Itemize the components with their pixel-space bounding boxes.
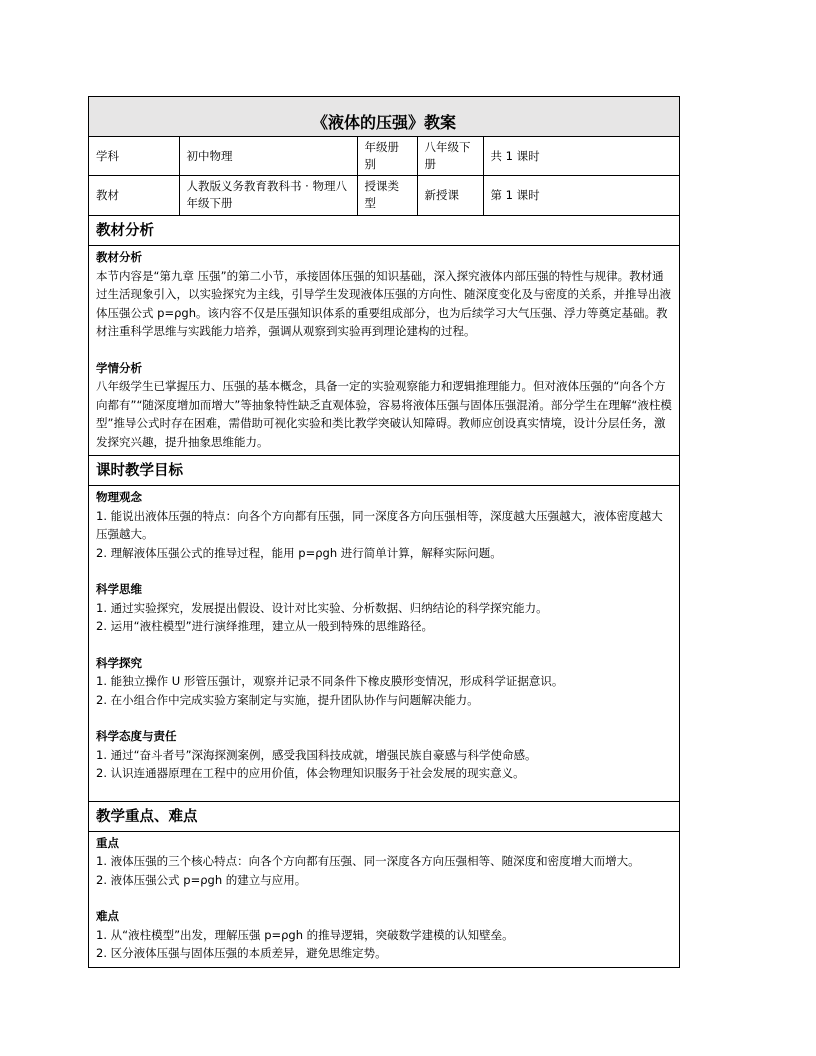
subheading-physics-concept: 物理观念: [96, 490, 142, 504]
list-item: 1. 通过实验探究，发展提出假设、设计对比实验、分析数据、归纳结论的科学探究能力。: [96, 600, 548, 615]
list-item: 1. 能说出液体压强的特点：向各个方向都有压强，同一深度各方向压强相等，深度越大压强越大，液体密度越大压强越大。: [96, 508, 663, 541]
cell-total-hours: 共 1 课时: [483, 137, 679, 176]
info-table: [89, 137, 679, 216]
title-row: [89, 97, 679, 137]
info-row-1: [89, 137, 679, 176]
subheading-difficulties: 难点: [96, 909, 119, 923]
list-item: 2. 理解液体压强公式的推导过程，能用 p=ρgh 进行简单计算，解释实际问题。: [96, 545, 502, 560]
subheading-attitude-responsibility: 科学态度与责任: [96, 729, 177, 743]
cell-lesson-number: 第 1 课时: [483, 176, 679, 216]
section-body-analysis: [89, 246, 679, 456]
subheading-student-analysis: 学情分析: [96, 360, 142, 375]
subheading-scientific-thinking: 科学思维: [96, 582, 142, 596]
list-item: 1. 从“液柱模型”出发，理解压强 p=ρgh 的推导逻辑，突破数学建模的认知壁垒。: [96, 927, 514, 942]
lesson-plan-document: [88, 96, 680, 968]
section-heading-goals: 课时教学目标: [89, 456, 679, 486]
cell-grade-label: 年级册别: [357, 137, 417, 176]
cell-textbook-label: 教材: [89, 176, 179, 216]
cell-textbook-value: 人教版义务教育教科书 · 物理八年级下册: [179, 176, 357, 216]
list-item: 1. 液体压强的三个核心特点：向各个方向都有压强、同一深度各方向压强相等、随深度和密度增大而增大。: [96, 854, 640, 868]
cell-grade-value: 八年级下册: [417, 137, 483, 176]
cell-type-label: 授课类型: [357, 176, 417, 216]
textbook-analysis-text: 本节内容是“第九章 压强”的第二小节，承接固体压强的知识基础，深入探究液体内部压强的特性与规律。教材通过生活现象引入，以实验探究为主线，引导学生发现液体压强的方向性、随深度变化及与密度的关系，并推导出液体压强公式 p=ρgh。该内容不仅是压强知识体系的重要组成部分，也为后续学习大气压强、浮力等奠定基础。教材注重科学思维与实践能力培养，强调从观察到实验再到理论建构的过程。: [96, 268, 671, 338]
list-item: 2. 区分液体压强与固体压强的本质差异，避免思维定势。: [96, 946, 387, 960]
section-body-goals: [89, 486, 679, 802]
list-item: 2. 认识连通器原理在工程中的应用价值，体会物理知识服务于社会发展的现实意义。: [96, 766, 525, 780]
list-item: 1. 通过“奋斗者号”深海探测案例，感受我国科技成就，增强民族自豪感与科学使命感。: [96, 747, 537, 762]
cell-type-value: 新授课: [417, 176, 483, 216]
info-row-2: [89, 176, 679, 216]
section-heading-analysis: 教材分析: [89, 216, 679, 246]
student-analysis-text: 八年级学生已掌握压力、压强的基本概念，具备一定的实验观察能力和逻辑推理能力。但对液体压强的“向各个方向都有”“随深度增加而增大”等抽象特性缺乏直观体验，容易将液体压强与固体压强混淆。部分学生在理解“液柱模型”推导公式时存在困难，需借助可视化实验和类比教学突破认知障碍。教师应创设真实情境，设计分层任务，激发探究兴趣，提升抽象思维能力。: [96, 379, 672, 449]
section-body-keypoints: [89, 832, 679, 967]
subheading-key-points: 重点: [96, 835, 119, 850]
list-item: 2. 在小组合作中完成实验方案制定与实施，提升团队协作与问题解决能力。: [96, 692, 479, 707]
subheading-textbook-analysis: 教材分析: [96, 250, 142, 264]
list-item: 1. 能独立操作 U 形管压强计，观察并记录不同条件下橡皮膜形变情况，形成科学证据意识。: [96, 674, 564, 688]
cell-subject-value: 初中物理: [179, 137, 357, 176]
cell-subject-label: 学科: [89, 137, 179, 176]
list-item: 2. 液体压强公式 p=ρgh 的建立与应用。: [96, 872, 307, 887]
section-heading-keypoints: 教学重点、难点: [89, 802, 679, 832]
list-item: 2. 运用“液柱模型”进行演绎推理，建立从一般到特殊的思维路径。: [96, 619, 434, 633]
document-title: 《液体的压强》教案: [311, 113, 456, 132]
subheading-scientific-inquiry: 科学探究: [96, 655, 142, 670]
